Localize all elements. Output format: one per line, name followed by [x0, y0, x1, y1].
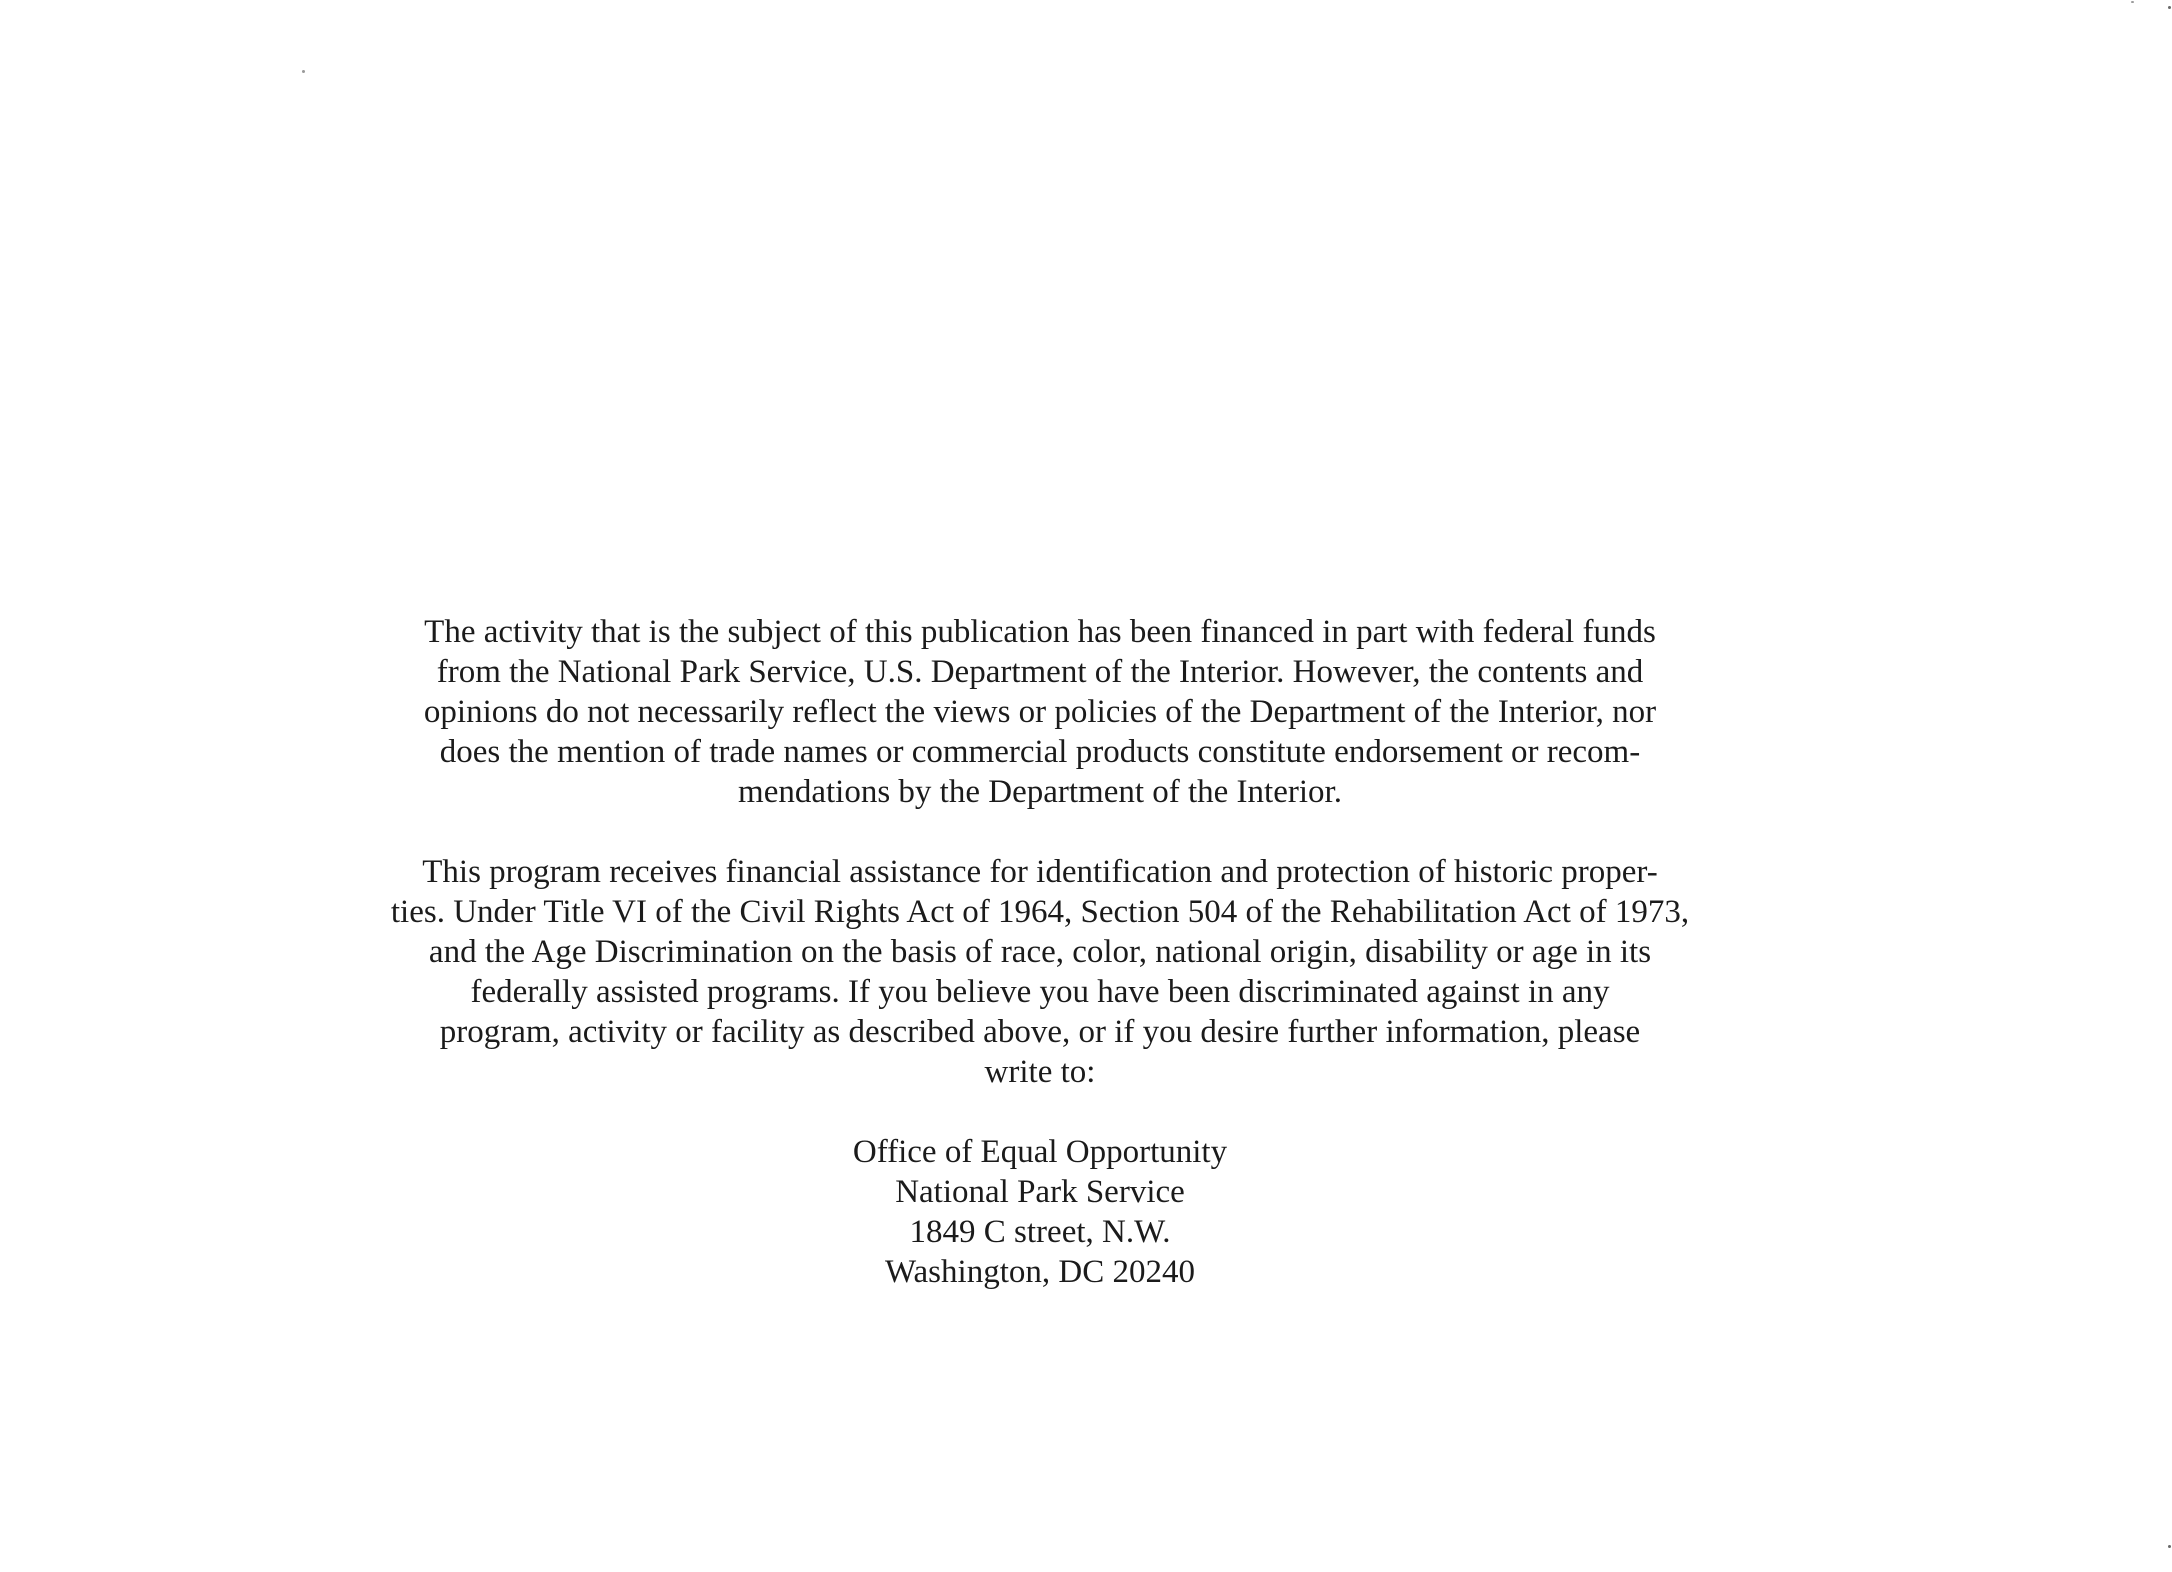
scan-speck	[2168, 6, 2171, 9]
mailing-address	[340, 1132, 1740, 1292]
funding-disclaimer-paragraph	[340, 612, 1740, 812]
address-line: National Park Service	[895, 1174, 1185, 1210]
scan-speck	[2168, 1545, 2171, 1548]
address-line: Washington, DC 20240	[885, 1254, 1195, 1290]
paragraph-line: does the mention of trade names or commercial products constitute endorsement or recom-	[439, 734, 1641, 770]
notice-text-block	[340, 612, 1740, 1292]
paragraph-line: ties. Under Title VI of the Civil Rights Act of 1964, Section 504 of the Rehabilitation Act of 1973,	[390, 894, 1690, 930]
paragraph-line: from the National Park Service, U.S. Department of the Interior. However, the contents and	[436, 654, 1644, 690]
paragraph-line: program, activity or facility as described above, or if you desire further information, please	[439, 1014, 1641, 1050]
nondiscrimination-paragraph	[340, 852, 1740, 1092]
scan-speck	[302, 70, 305, 73]
paragraph-line: opinions do not necessarily reflect the views or policies of the Department of the Interior, nor	[423, 694, 1657, 730]
address-line: Office of Equal Opportunity	[852, 1134, 1228, 1170]
paragraph-line: federally assisted programs. If you believe you have been discriminated against in any	[470, 974, 1610, 1010]
paragraph-line: This program receives financial assistance for identification and protection of historic proper-	[422, 854, 1658, 890]
scan-speck	[2131, 1, 2134, 3]
address-line: 1849 C street, N.W.	[909, 1214, 1171, 1250]
paragraph-line: The activity that is the subject of this publication has been financed in part with federal funds	[424, 614, 1656, 650]
paragraph-line: and the Age Discrimination on the basis of race, color, national origin, disability or age in its	[428, 934, 1652, 970]
paragraph-line: write to:	[984, 1054, 1096, 1090]
paragraph-line: mendations by the Department of the Interior.	[738, 774, 1342, 810]
